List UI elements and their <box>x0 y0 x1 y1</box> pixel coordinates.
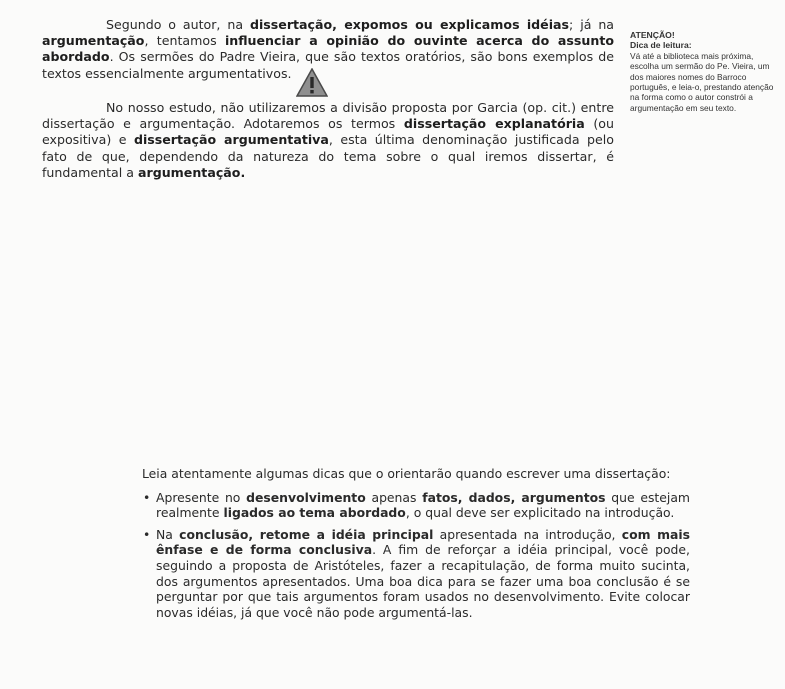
bullet-icon: • <box>143 489 151 505</box>
warning-triangle-icon <box>296 68 328 97</box>
bold-run: influenciar a opinião do ouvinte acerca do assunto abordado <box>42 33 614 65</box>
list-item <box>143 490 690 521</box>
reading-tip-sidebar <box>630 30 776 113</box>
text-run: . Os sermões do Padre Vieira, que são textos oratórios, são bons exemplos de textos essencialmente argumentativos. <box>42 49 614 81</box>
sidebar-body: Vá até a biblioteca mais próxima, escolha um sermão do Pe. Vieira, um dos maiores nomes do Barroco português, e leia-o, prestando atenção na forma como o autor constrói a argumentação em seu texto. <box>630 50 774 113</box>
text-run: apenas <box>365 489 423 505</box>
tips-intro <box>75 466 690 482</box>
paragraph-dissertation-definition <box>42 17 614 82</box>
bold-run: argumentação. <box>137 164 246 180</box>
text-run: ; já na <box>569 17 615 32</box>
text-run: que estejam realmente <box>156 489 691 521</box>
bold-run: dissertação argumentativa <box>133 132 329 148</box>
text-run: , tentamos <box>144 33 225 49</box>
bold-run: fatos, dados, argumentos <box>422 489 606 505</box>
text-run: Na <box>156 526 180 542</box>
text-run: Apresente no <box>156 489 247 505</box>
text-run: apresentada na introdução, <box>433 526 622 542</box>
text-run: (ou expositiva) e <box>42 116 614 148</box>
text-run: , esta última denominação justificada pelo fato de que, dependendo da natureza do tema sobre o qual iremos dissertar, é fundamental a <box>42 132 614 180</box>
text-run: Segundo o autor, na <box>106 17 250 32</box>
sidebar-subheading: Dica de leitura: <box>630 40 692 51</box>
tips-list <box>75 490 690 621</box>
bold-run: dissertação explanatória <box>403 116 585 132</box>
tips-intro-text: Leia atentamente algumas dicas que o orientarão quando escrever uma dissertação: <box>142 466 671 481</box>
list-item <box>143 527 690 621</box>
paragraph-study-terms <box>42 100 614 181</box>
tips-section <box>75 466 690 626</box>
bold-run: conclusão, retome a idéia principal <box>179 526 434 542</box>
text-run: No nosso estudo, não utilizaremos a divisão proposta por Garcia (op. cit.) entre dissertação e argumentação. Adotaremos os termos <box>42 100 614 132</box>
text-run: . A fim de reforçar a idéia principal, você pode, seguindo a proposta de Aristóteles, fazer a recapitulação, de forma muito sucinta, dos argumentos apresentados. Uma boa dica para se fazer uma boa conclusão é se perguntar por que tais argumentos foram usados no desenvolvimento. Evite colocar novas idéias, já que você não pode argumentá-las. <box>156 542 690 620</box>
bold-run: desenvolvimento <box>246 489 366 505</box>
bullet-icon: • <box>143 526 151 542</box>
bold-run: argumentação <box>42 33 145 49</box>
bold-run: ligados ao tema abordado <box>223 505 406 521</box>
bold-run: dissertação, expomos ou explicamos idéias <box>249 17 570 32</box>
sidebar-heading: ATENÇÃO! <box>630 30 675 40</box>
bold-run: com mais ênfase e de forma conclusiva <box>156 526 690 558</box>
text-run: , o qual deve ser explicitado na introdução. <box>405 505 675 521</box>
